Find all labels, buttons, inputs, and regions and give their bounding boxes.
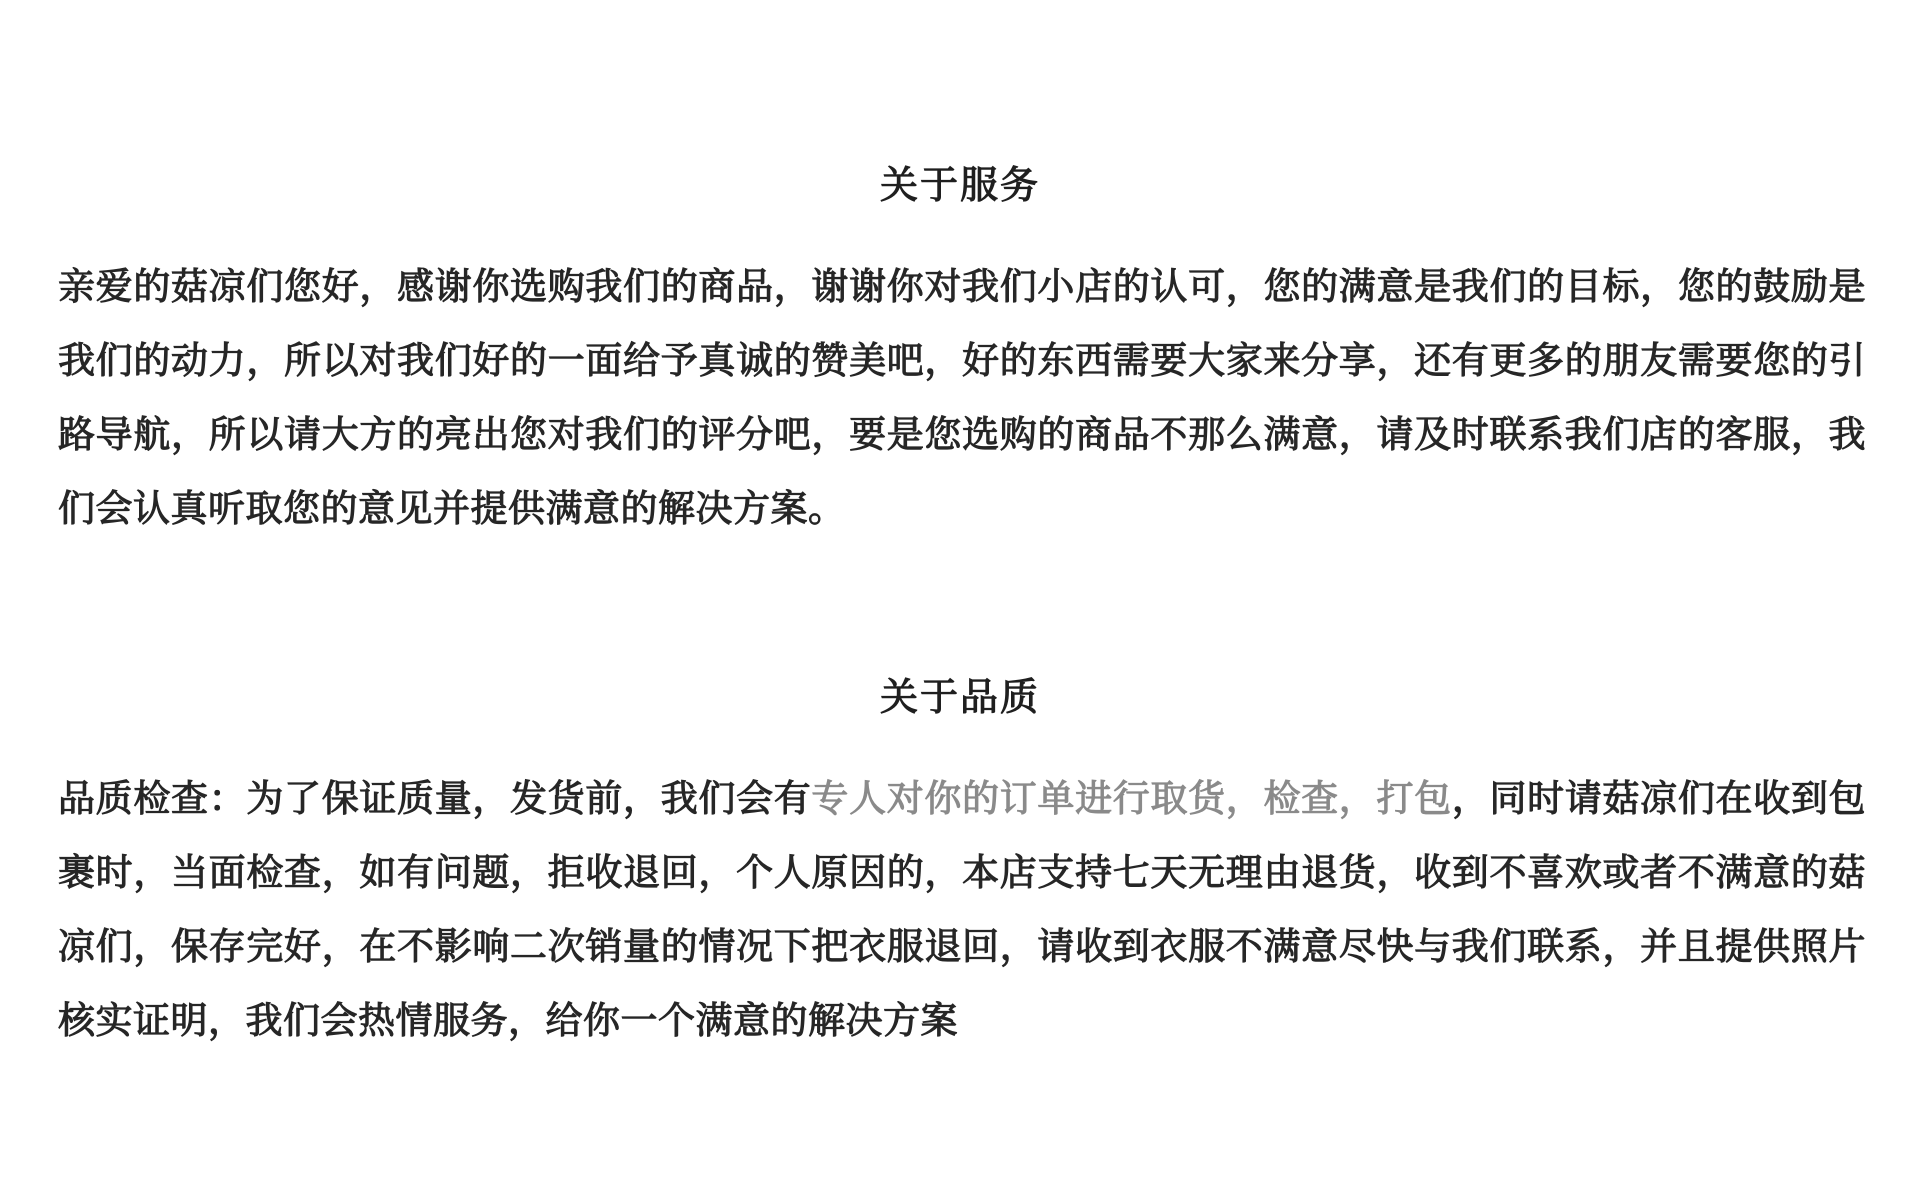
service-heading: 关于服务 bbox=[879, 163, 1040, 207]
service-paragraph: 亲爱的菇凉们您好，感谢你选购我们的商品，谢谢你对我们小店的认可，您的满意是我们的目标，您的鼓励是我们的动力，所以对我们好的一面给予真诚的赞美吧，好的东西需要大家来分享，还有更多的朋友需要您的引路导航，所以请大方的亮出您对我们的评分吧，要是您选购的商品不那么满意，请及时联系我们店的客服，我们会认真听取您的意见并提供满意的解决方案。 bbox=[58, 265, 1866, 530]
quality-heading: 关于品质 bbox=[879, 675, 1040, 719]
quality-paragraph bbox=[58, 762, 1866, 1058]
service-section bbox=[0, 160, 1920, 530]
quality-section bbox=[0, 672, 1920, 1042]
quality-paragraph-rest: ，同时请菇凉们在收到包裹时，当面检查，如有问题，拒收退回，个人原因的，本店支持七天无理由退货，收到不喜欢或者不满意的菇凉们，保存完好，在不影响二次销量的情况下把衣服退回，请收到衣服不满意尽快与我们联系，并且提供照片核实证明，我们会热情服务，给你一个满意的解决方案 bbox=[58, 777, 1867, 1042]
quality-paragraph-lead: 品质检查：为了保证质量，发货前，我们会有 bbox=[58, 777, 812, 820]
quality-paragraph-faded: 专人对你的订单进行取货，检查，打包 bbox=[811, 777, 1452, 820]
